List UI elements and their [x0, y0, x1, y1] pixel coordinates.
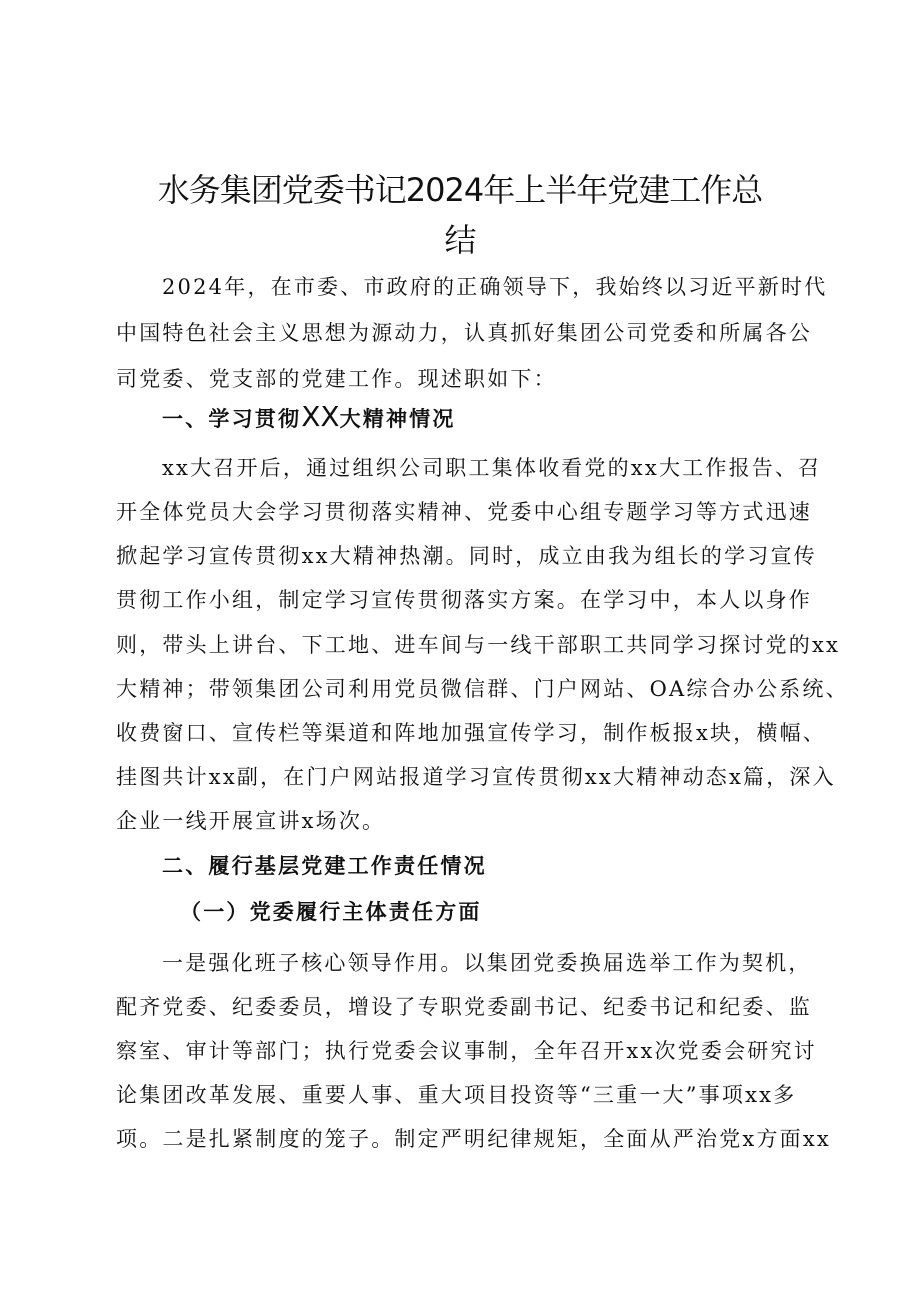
- paragraph-line: 项。二是扎紧制度的笼子。制定严明纪律规矩，全面从严治党x方面xx: [116, 1127, 831, 1151]
- paragraph-line: 论集团改革发展、重要人事、重大项目投资等“三重一大”事项xx多: [116, 1083, 797, 1107]
- section-heading-1-suffix: 大精神情况: [339, 406, 456, 431]
- section-heading-2: 二、履行基层党建工作责任情况: [162, 853, 487, 878]
- paragraph-line: 挂图共计xx副，在门户网站报道学习宣传贯彻xx大精神动态x篇，深入: [116, 765, 836, 789]
- paragraph-line: 掀起学习宣传贯彻xx大精神热潮。同时，成立由我为组长的学习宣传: [116, 544, 817, 568]
- paragraph-line: 企业一线开展宣讲x场次。: [116, 809, 386, 833]
- section-heading-1: [162, 402, 872, 434]
- paragraph-line: 开全体党员大会学习贯彻落实精神、党委中心组专题学习等方式迅速: [116, 500, 812, 524]
- paragraph-line: 司党委、党支部的党建工作。现述职如下：: [116, 367, 557, 391]
- paragraph-line: xx大召开后，通过组织公司职工集体收看党的xx大工作报告、召: [162, 456, 822, 480]
- paragraph-line: 2024年，在市委、市政府的正确领导下，我始终以习近平新时代: [162, 275, 828, 299]
- paragraph-line: 察室、审计等部门；执行党委会议事制，全年召开xx次党委会研究讨: [116, 1039, 817, 1063]
- paragraph-line: 收费窗口、宣传栏等渠道和阵地加强宣传学习，制作板报x块，横幅、: [116, 721, 827, 745]
- paragraph-line: 配齐党委、纪委委员，增设了专职党委副书记、纪委书记和纪委、监: [116, 995, 812, 1019]
- subsection-heading-1: （一）党委履行主体责任方面: [180, 899, 482, 924]
- document-title-line-2: 结: [444, 221, 476, 259]
- section-heading-1-prefix: 一、学习贯彻: [162, 406, 302, 431]
- paragraph-line: 一是强化班子核心领导作用。以集团党委换届选举工作为契机，: [162, 951, 812, 975]
- paragraph-line: 中国特色社会主义思想为源动力，认真抓好集团公司党委和所属各公: [116, 321, 812, 345]
- section-heading-1-xx: XX: [301, 400, 340, 433]
- document-title-line-1: 水务集团党委书记2024年上半年党建工作总: [157, 171, 763, 209]
- paragraph-line: 贯彻工作小组，制定学习宣传贯彻落实方案。在学习中，本人以身作: [116, 588, 812, 612]
- paragraph-line: 则，带头上讲台、下工地、进车间与一线干部职工共同学习探讨党的xx: [116, 633, 841, 657]
- paragraph-line: 大精神；带领集团公司利用党员微信群、门户网站、OA综合办公系统、: [116, 677, 849, 701]
